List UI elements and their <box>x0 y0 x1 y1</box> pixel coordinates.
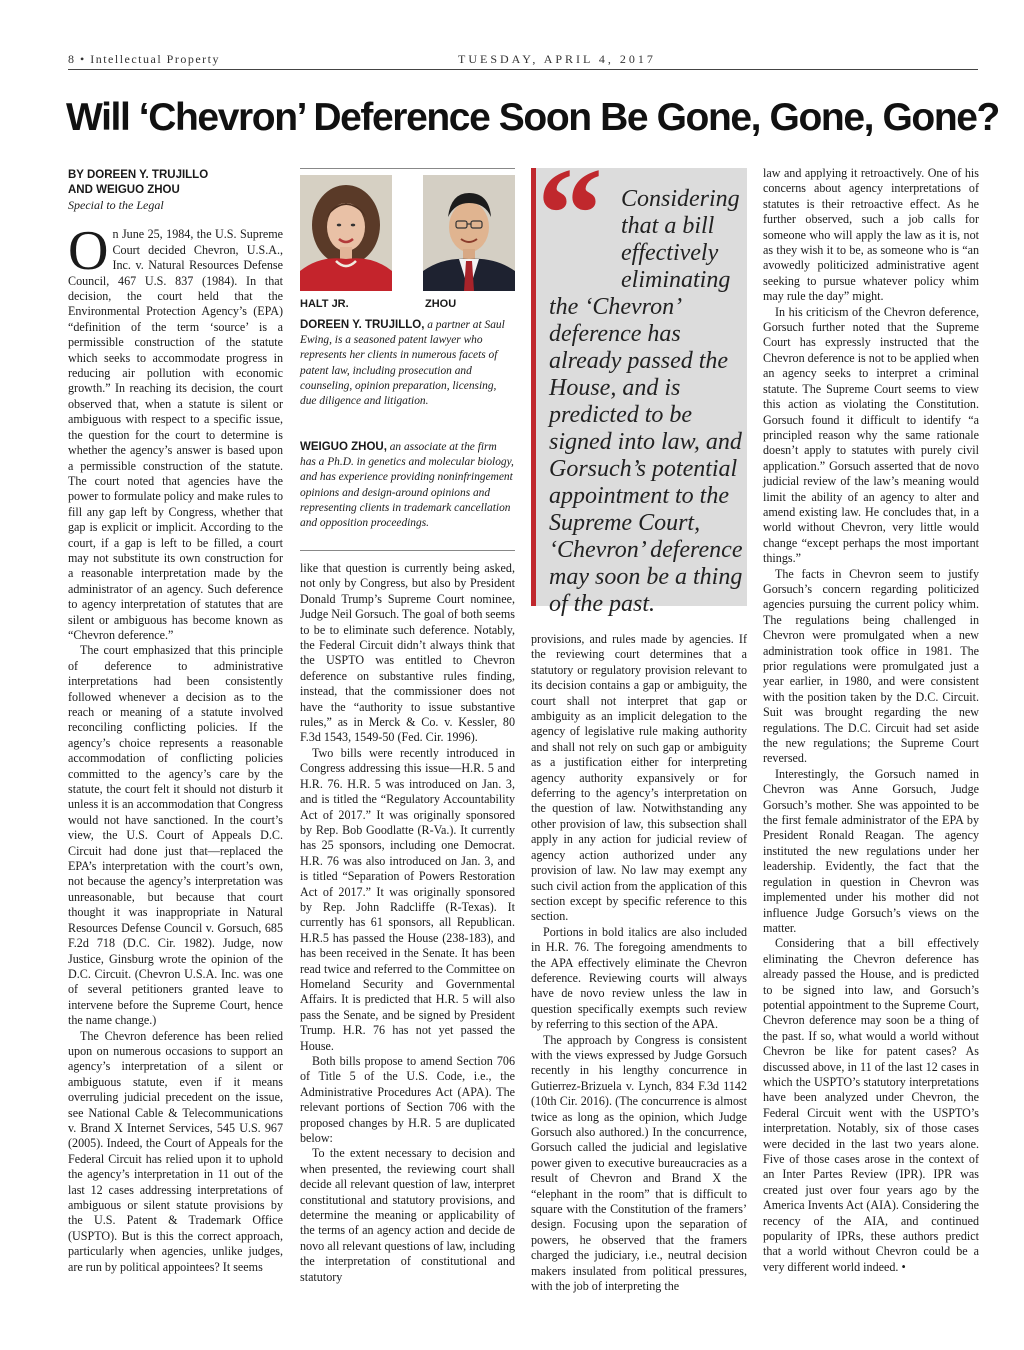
author-bio-trujillo <box>300 318 515 409</box>
pull-quote <box>531 140 747 617</box>
bio-name: WEIGUO ZHOU, <box>300 441 387 453</box>
article-paragraph: The facts in Chevron seem to justify Gorsuch’s concern regarding politicized agencies pursuing the current policy whim. The regulations being challenged in Chevron were promulgated when a new administration took office in 1981. The prior regulations were promulgated just a year earlier, in 1980, and were consistent with the position taken by the D.C. Circuit. Suit was brought regarding the new regulations. The D.C. Circuit had set aside the new regulations; the Supreme Court reversed. <box>763 566 979 766</box>
article-paragraph: In his criticism of the Chevron deference, Gorsuch further noted that the Supreme Court has expressly instructed that the Chevron deference is not to be applied when an agency seeks to interpret a criminal statute. The Supreme Court seems to view this action as violating the Constitution. Gorsuch found it difficult to identify “a principled reason why the same rationale doesn’t apply to statutes with purely civil application.” Gorsuch asserted that de novo judicial review of the law’s meaning would limit the ability of an agency to alter and amend existing law. He concludes that, in a world without Chevron, very little would change “except perhaps the most important things.” <box>763 304 979 566</box>
article-paragraph: The Chevron deference has been relied upon on numerous occasions to support an agency’s interpretation of a silent or ambiguous statute, even if it means overruling judicial precedent on the issue, see National Cable & Telecommunications v. Brand X Internet Services, 545 U.S. 967 (2005). Indeed, the Court of Appeals for the Federal Circuit has relied upon it to uphold the agency’s interpretation in 11 out of the last 12 cases addressing interpretations of ambiguous or silent statute provisions by the U.S. Patent & Trademark Office (USPTO). But is this the correct approach, particularly when agencies, unlike judges, are run by political appointees? It seems <box>68 1028 283 1274</box>
byline <box>68 168 283 198</box>
pull-quote-text: Considering that a bill effectively eliminating the ‘Chevron’ deference has already passed the House, and is predicted to be signed into law, and Gorsuch’s potential appointment to the Supreme Court, ‘Chevron’ deference may soon be a thing of the past. <box>549 186 743 617</box>
pull-quote-text-block <box>549 186 745 618</box>
byline-line-2: AND WEIGUO ZHOU <box>68 184 180 196</box>
column-3 <box>531 632 747 1294</box>
article-paragraph: Considering that a bill effectively eliminating the Chevron deference has already passed the House, and is predicted to be signed into law, and Gorsuch’s potential appointment to the Supreme Court, Chevron deference may soon be a thing of the past. If so, what would a world without Chevron be like for patent cases? As discussed above, in 11 of the last 12 cases in which the USPTO’s statutory interpretations have been analyzed under Chevron, the Federal Circuit went with the USPTO’s interpretation. Notably, six of those cases were decided in the last two years alone. Five of those cases arose in the context of an Inter Partes Review (IPR). IPR was created just over four years ago by the America Invents Act (AIA). Considering the recency of the AIA, and continued popularity of IPRs, these authors predict that a world without Chevron could be a very different world indeed. • <box>763 936 979 1274</box>
bio-text: a partner at Saul Ewing, is a seasoned patent lawyer who represents her clients in numerous facets of patent law, including prosecution and counseling, opinion preparation, licensing, due diligence and litigation. <box>300 319 505 408</box>
bio-bottom-rule <box>300 550 515 551</box>
drop-cap: O <box>68 220 109 283</box>
article-paragraph: Portions in bold italics are also included in H.R. 76. The foregoing amendments to the APA effectively eliminate the Chevron deference. Reviewing courts will always have de novo review unless the law in question specifically exempts such review by referring to this section of the APA. <box>531 924 747 1032</box>
portrait-woman-image <box>300 175 392 291</box>
article-paragraph: provisions, and rules made by agencies. If the reviewing court determines that a statutory or regulatory provision relevant to its decision contains a gap or ambiguity, the court shall not interpret that gap or ambiguity as an implicit delegation to the agency of legislative rule making authority and shall not rely on such gap or ambiguity as a justification either for interpreting agency authority expansively or for deferring to the agency’s interpretation on the question of law. Notwithstanding any other provision of law, this subsection shall apply in any action for judicial review of agency action authorized under any provision of law. No law may exempt any such civil action from the application of this section except by specific reference to this section. <box>531 632 747 924</box>
pull-quote-accent-bar <box>531 168 536 606</box>
article-paragraph: The court emphasized that this principle of deference to administrative interpretations had been consistently followed whenever a decision as to the reach or meaning of a statute involved reconciling conflicting policies. If the agency’s choice represents a reasonable accommodation of conflicting policies committed to the agency’s care by the statute, the court felt it should not disturb it unless it is an accommodation that Congress would not have sanctioned. In the court’s view, the U.S. Court of Appeals D.C. Circuit had done just that—replaced the EPA’s interpretation with the court’s own, not because the agency’s interpretation was unreasonable, but because that court thought it was inappropriate in Natural Resources Defense Council v. Gorsuch, 685 F.2d 718 (D.C. Cir. 1982). Judge, now Justice, Ginsburg wrote the opinion of the D.C. Circuit. (Chevron U.S.A. Inc. was one of several petitioners granted leave to intervene before the Supreme Court, hence the name change.) <box>68 643 283 1028</box>
header-rule <box>68 69 978 70</box>
article-paragraph: Two bills were recently introduced in Congress addressing this issue—H.R. 5 and H.R. 76. H.R. 5 was introduced on Jan. 3, and is titled the “Regulatory Accountability Act of 2017.” It was originally sponsored by Rep. Bob Goodlatte (R-Va.). It currently has 25 sponsors, including one Democrat. H.R. 76 was also introduced on Jan. 3, and is titled “Separation of Powers Restoration Act of 2017.” It was originally sponsored by Rep. John Radcliffe (R-Texas). It currently has 61 sponsors, all Republican. H.R.5 has passed the House (238-183), and has been received in the Senate. It has been read twice and referred to the Committee on Homeland Security and Governmental Affairs. It is predicted that H.R. 5 will also pass the Senate, and be signed by President Trump. H.R. 76 has not yet passed the House. <box>300 745 515 1053</box>
issue-date: TUESDAY, APRIL 4, 2017 <box>458 52 656 66</box>
article-paragraph: law and applying it retroactively. One of his concerns about agency interpretations of statutes is their retroactive effect. As he further observed, such a job calls for someone who will apply the law as it is, not as they wish it to be, as someone who is “an avowedly politicized administrative agent seeking to pursue whatever policy whim may rule the day” might. <box>763 166 979 304</box>
article-paragraph: The approach by Congress is consistent with the views expressed by Judge Gorsuch recently in his lengthy concurrence in Gutierrez-Brizuela v. Lynch, 834 F.3d 1142 (10th Cir. 2016). (The concurrence is almost twice as long as the opinion, which Judge Gorsuch also authored.) In the concurrence, Gorsuch called the judicial and legislative power given to executive bureaucracies as a result of Chevron and Brand X the “elephant in the room” that is difficult to square with the Constitution of the framers’ design. Focusing upon the separation of powers, he observed that the framers charged the judiciary, i.e., neutral decision makers insulated from political pressures, with the job of interpreting the <box>531 1032 747 1294</box>
photo-caption-2: ZHOU <box>425 298 457 310</box>
section-label: 8 • Intellectual Property <box>68 52 220 66</box>
quote-mark-icon: “ <box>537 140 603 287</box>
portrait-man-image <box>423 175 515 291</box>
article-paragraph: Interestingly, the Gorsuch named in Chevron was Anne Gorsuch, Judge Gorsuch’s mother. She was appointed to be the first female administrator of the EPA by President Ronald Reagan. The agency instituted the new regulations under her leadership. Evidently, the fact that the regulation in question in Chevron was implemented under his mother did not influence Judge Gorsuch’s views on the matter. <box>763 766 979 935</box>
author-bio-zhou <box>300 440 515 531</box>
author-photo-trujillo <box>300 175 392 291</box>
column-1 <box>68 168 283 1275</box>
headline: Will ‘Chevron’ Deference Soon Be Gone, Gone, Gone? <box>66 96 999 139</box>
article-paragraph: Both bills propose to amend Section 706 of Title 5 of the U.S. Code, i.e., the Administrative Procedures Act (APA). The relevant portions of Section 706 with the proposed changes by H.R. 5 are duplicated below: <box>300 1054 515 1146</box>
byline-special: Special to the Legal <box>68 198 164 212</box>
photo-top-rule <box>300 168 515 169</box>
column-4 <box>763 166 979 1275</box>
byline-line-1: BY DOREEN Y. TRUJILLO <box>68 169 209 181</box>
bio-text: an associate at the firm has a Ph.D. in genetics and molecular biology, and has experience providing noninfringement opinions and design-around opinions and representing clients in trademark cancellation and opposition proceedings. <box>300 441 514 530</box>
bio-name: DOREEN Y. TRUJILLO, <box>300 319 425 331</box>
article-paragraph <box>68 220 283 643</box>
paragraph-text: n June 25, 1984, the U.S. Supreme Court decided Chevron, U.S.A., Inc. v. Natural Resources Defense Council, 467 U.S. 837 (1984). In that decision, the court held that the Environmental Protection Agency’s (EPA) “definition of the term ‘source’ is a permissible construction of the statute which seeks to accommodate progress in reducing air pollution with economic growth.” In reaching its decision, the court observed that, when a statute is silent or ambiguous with respect to a specific issue, the question for the court to determine is whether the agency’s answer is based upon a permissible construction of the statute. The court noted that agencies have the power to formulate policy and make rules to fill any gap left by Congress, whether that gap is explicit or implicit. According to the court, if a gap is left to be filled, a court may not substitute its own construction for a reasonable interpretation made by the administrator of an agency. Such deference to agency interpretation of statutes that are silent or ambiguous has become known as “Chevron deference.” <box>68 227 283 642</box>
photo-caption-1: HALT JR. <box>300 298 349 310</box>
author-photo-zhou <box>423 175 515 291</box>
column-2 <box>300 561 515 1285</box>
page-header <box>68 50 978 70</box>
article-paragraph: like that question is currently being asked, not only by Congress, but also by President Donald Trump’s Supreme Court nominee, Judge Neil Gorsuch. The goal of both seems to be to eliminate such deference. Notably, the Federal Circuit didn’t always think that the USPTO was entitled to Chevron deference on substantive rules finding, instead, that the commissioner does not have the “authority to issue substantive rules,” as in Merck & Co. v. Kessler, 80 F.3d 1543, 1549-50 (Fed. Cir. 1996). <box>300 561 515 745</box>
article-paragraph: To the extent necessary to decision and when presented, the reviewing court shall decide all relevant question of law, interpret constitutional and statutory provisions, and determine the meaning or applicability of the terms of an agency action and decide de novo all relevant questions of law, including the interpretation of constitutional and statutory <box>300 1146 515 1284</box>
